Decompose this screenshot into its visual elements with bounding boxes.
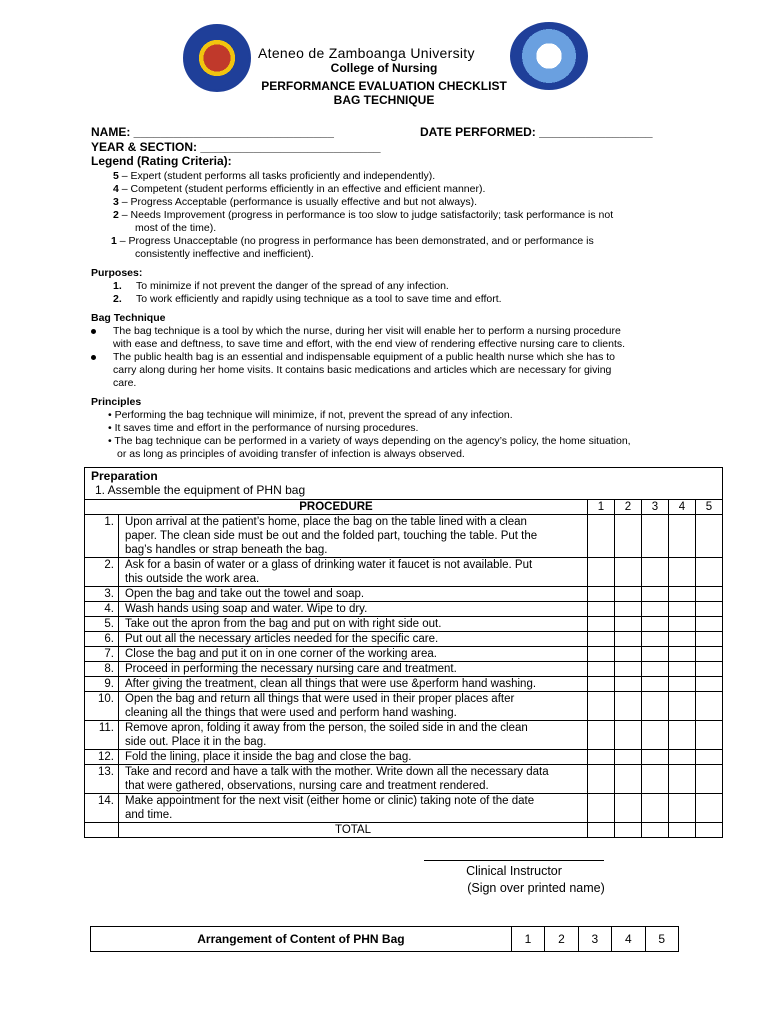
bag-technique-text: carry along during her home visits. It contains basic medications and articles which are necessary for giving bbox=[113, 364, 612, 376]
step-number: 6. bbox=[85, 632, 119, 647]
rating-cell[interactable] bbox=[615, 632, 642, 647]
step-text-line: bag’s handles or strap beneath the bag. bbox=[125, 544, 328, 556]
arrangement-label: Arrangement of Content of PHN Bag bbox=[91, 927, 512, 952]
rating-cell[interactable] bbox=[696, 662, 723, 677]
bag-technique-text: with ease and deftness, to save time and effort, with the end view of rendering effective nursing care to clients. bbox=[113, 338, 626, 350]
total-label: TOTAL bbox=[119, 823, 588, 838]
rating-cell[interactable] bbox=[642, 823, 669, 838]
step-number: 10. bbox=[85, 692, 119, 721]
step-text-line: Make appointment for the next visit (either home or clinic) taking note of the date bbox=[125, 795, 535, 807]
rating-cell[interactable] bbox=[588, 765, 615, 794]
rating-header: 4 bbox=[669, 500, 696, 515]
rating-header[interactable]: 5 bbox=[645, 927, 679, 952]
rating-cell[interactable] bbox=[588, 823, 615, 838]
rating-cell[interactable] bbox=[588, 558, 615, 587]
rating-header[interactable]: 1 bbox=[511, 927, 544, 952]
step-text bbox=[119, 662, 588, 677]
principle-item-continued: or as long as principles of avoiding transfer of infection is always observed. bbox=[117, 448, 465, 460]
rating-cell[interactable] bbox=[615, 721, 642, 750]
rating-cell[interactable] bbox=[669, 558, 696, 587]
step-text bbox=[119, 750, 588, 765]
rating-cell[interactable] bbox=[669, 515, 696, 558]
rating-cell[interactable] bbox=[615, 647, 642, 662]
rating-cell[interactable] bbox=[588, 602, 615, 617]
college-name: College of Nursing bbox=[330, 61, 438, 75]
total-row bbox=[85, 823, 723, 838]
rating-cell[interactable] bbox=[615, 515, 642, 558]
rating-cell[interactable] bbox=[615, 765, 642, 794]
legend-item: 3 – Progress Acceptable (performance is usually effective and but not always). bbox=[113, 196, 478, 208]
procedure-step-row bbox=[85, 750, 723, 765]
rating-cell[interactable] bbox=[642, 587, 669, 602]
rating-cell[interactable] bbox=[615, 558, 642, 587]
rating-cell[interactable] bbox=[615, 794, 642, 823]
signature-role: Clinical Instructor bbox=[466, 864, 562, 878]
rating-cell[interactable] bbox=[588, 515, 615, 558]
rating-cell[interactable] bbox=[615, 662, 642, 677]
rating-cell[interactable] bbox=[669, 823, 696, 838]
rating-header[interactable]: 3 bbox=[578, 927, 611, 952]
rating-cell[interactable] bbox=[588, 677, 615, 692]
step-text bbox=[119, 602, 588, 617]
step-number: 7. bbox=[85, 647, 119, 662]
document-title: PERFORMANCE EVALUATION CHECKLIST bbox=[261, 79, 507, 93]
rating-cell[interactable] bbox=[642, 662, 669, 677]
purposes-title: Purposes: bbox=[91, 267, 143, 279]
step-number: 3. bbox=[85, 587, 119, 602]
step-number: 9. bbox=[85, 677, 119, 692]
rating-header[interactable]: 2 bbox=[545, 927, 578, 952]
step-text-line: this outside the work area. bbox=[125, 573, 260, 585]
rating-header: 5 bbox=[696, 500, 723, 515]
rating-cell[interactable] bbox=[642, 794, 669, 823]
rating-header: 3 bbox=[642, 500, 669, 515]
rating-cell[interactable] bbox=[669, 692, 696, 721]
step-text bbox=[119, 558, 588, 587]
procedure-step-row bbox=[85, 662, 723, 677]
step-number: 2. bbox=[85, 558, 119, 587]
rating-cell[interactable] bbox=[696, 765, 723, 794]
rating-cell[interactable] bbox=[588, 587, 615, 602]
step-text-line: Take and record and have a talk with the mother. Write down all the necessary data bbox=[125, 766, 549, 778]
step-text-line: Take out the apron from the bag and put on with right side out. bbox=[125, 618, 442, 630]
rating-cell[interactable] bbox=[696, 677, 723, 692]
purpose-number: 1. bbox=[113, 280, 122, 292]
step-text-line: and time. bbox=[125, 809, 173, 821]
step-number: 5. bbox=[85, 617, 119, 632]
rating-cell[interactable] bbox=[669, 721, 696, 750]
rating-header: 2 bbox=[615, 500, 642, 515]
step-text bbox=[119, 692, 588, 721]
step-text-line: Open the bag and return all things that were used in their proper places after bbox=[125, 693, 515, 705]
step-number: 8. bbox=[85, 662, 119, 677]
procedure-step-row bbox=[85, 647, 723, 662]
bullet-icon bbox=[91, 329, 96, 334]
step-text bbox=[119, 632, 588, 647]
name-field: NAME: ______________________________ bbox=[91, 125, 334, 139]
bullet-icon bbox=[91, 355, 96, 360]
rating-cell[interactable] bbox=[642, 602, 669, 617]
rating-cell[interactable] bbox=[696, 617, 723, 632]
rating-cell[interactable] bbox=[669, 794, 696, 823]
rating-cell[interactable] bbox=[669, 632, 696, 647]
rating-cell[interactable] bbox=[669, 677, 696, 692]
step-text-line: Fold the lining, place it inside the bag and close the bag. bbox=[125, 751, 412, 763]
rating-cell[interactable] bbox=[588, 692, 615, 721]
step-text-line: Ask for a basin of water or a glass of drinking water it faucet is not available. Put bbox=[125, 559, 533, 571]
step-number: 4. bbox=[85, 602, 119, 617]
step-text-line: Proceed in performing the necessary nursing care and treatment. bbox=[125, 663, 457, 675]
rating-cell[interactable] bbox=[669, 662, 696, 677]
legend-item: 2 – Needs Improvement (progress in performance is too slow to judge satisfactorily; task performance is not bbox=[113, 209, 614, 221]
step-text-line: side out. Place it in the bag. bbox=[125, 736, 267, 748]
rating-cell[interactable] bbox=[696, 647, 723, 662]
document-subtitle: BAG TECHNIQUE bbox=[333, 93, 435, 107]
procedure-header-row bbox=[85, 500, 723, 515]
legend-item-continued: most of the time). bbox=[135, 222, 217, 234]
procedure-step-row bbox=[85, 515, 723, 558]
procedure-step-row bbox=[85, 617, 723, 632]
arrangement-table bbox=[90, 926, 679, 952]
step-number: 13. bbox=[85, 765, 119, 794]
legend-title: Legend (Rating Criteria): bbox=[91, 154, 232, 168]
legend-item: 1 – Progress Unacceptable (no progress in performance has been demonstrated, and or performance is bbox=[111, 235, 594, 247]
rating-cell[interactable] bbox=[588, 662, 615, 677]
rating-cell[interactable] bbox=[615, 602, 642, 617]
procedure-step-row bbox=[85, 794, 723, 823]
bag-technique-text: The public health bag is an essential and indispensable equipment of a public health nurse which she has to bbox=[113, 351, 616, 363]
bag-technique-title: Bag Technique bbox=[91, 312, 166, 324]
rating-cell[interactable] bbox=[642, 632, 669, 647]
step-text-line: After giving the treatment, clean all things that were use &perform hand washing. bbox=[125, 678, 537, 690]
rating-cell[interactable] bbox=[696, 794, 723, 823]
procedure-step-row bbox=[85, 632, 723, 647]
rating-cell[interactable] bbox=[696, 558, 723, 587]
procedure-checklist-table bbox=[84, 467, 723, 838]
rating-cell[interactable] bbox=[696, 602, 723, 617]
rating-cell[interactable] bbox=[669, 587, 696, 602]
rating-cell[interactable] bbox=[588, 750, 615, 765]
rating-cell[interactable] bbox=[669, 750, 696, 765]
rating-cell[interactable] bbox=[642, 617, 669, 632]
step-text-line: Put out all the necessary articles needed for the specific care. bbox=[125, 633, 439, 645]
step-text-line: cleaning all the things that were used and perform hand washing. bbox=[125, 707, 457, 719]
procedure-step-row bbox=[85, 677, 723, 692]
procedure-step-row bbox=[85, 558, 723, 587]
rating-cell[interactable] bbox=[642, 765, 669, 794]
principle-item: • The bag technique can be performed in a variety of ways depending on the agency’s policy, the home situation, bbox=[108, 435, 631, 447]
university-name: Ateneo de Zamboanga University bbox=[258, 45, 475, 61]
purpose-number: 2. bbox=[113, 293, 122, 305]
rating-cell[interactable] bbox=[588, 647, 615, 662]
rating-cell[interactable] bbox=[588, 721, 615, 750]
step-text-line: Open the bag and take out the towel and soap. bbox=[125, 588, 365, 600]
procedure-header: PROCEDURE bbox=[85, 500, 588, 515]
step-text-line: Remove apron, folding it away from the person, the soiled side in and the clean bbox=[125, 722, 528, 734]
legend-item-continued: consistently ineffective and inefficient). bbox=[135, 248, 314, 260]
step-text bbox=[119, 721, 588, 750]
legend-item: 5 – Expert (student performs all tasks proficiently and independently). bbox=[113, 170, 436, 182]
procedure-step-row bbox=[85, 602, 723, 617]
step-text bbox=[119, 647, 588, 662]
step-text-line: Wash hands using soap and water. Wipe to dry. bbox=[125, 603, 368, 615]
step-text bbox=[119, 515, 588, 558]
rating-cell[interactable] bbox=[696, 823, 723, 838]
step-number: 1. bbox=[85, 515, 119, 558]
step-text bbox=[119, 794, 588, 823]
step-text-line: paper. The clean side must be out and the folded part, touching the table. Put the bbox=[125, 530, 538, 542]
preparation-row bbox=[85, 468, 723, 500]
rating-cell[interactable] bbox=[696, 587, 723, 602]
rating-cell[interactable] bbox=[669, 617, 696, 632]
rating-cell[interactable] bbox=[669, 647, 696, 662]
rating-cell[interactable] bbox=[615, 750, 642, 765]
rating-cell[interactable] bbox=[642, 677, 669, 692]
rating-cell[interactable] bbox=[642, 558, 669, 587]
step-text bbox=[119, 617, 588, 632]
step-number: 12. bbox=[85, 750, 119, 765]
procedure-step-row bbox=[85, 765, 723, 794]
step-text bbox=[119, 587, 588, 602]
step-number: 11. bbox=[85, 721, 119, 750]
rating-header[interactable]: 4 bbox=[612, 927, 645, 952]
rating-cell[interactable] bbox=[696, 750, 723, 765]
procedure-step-row bbox=[85, 692, 723, 721]
rating-cell[interactable] bbox=[615, 677, 642, 692]
purpose-text: To minimize if not prevent the danger of the spread of any infection. bbox=[136, 280, 449, 292]
signature-line bbox=[424, 860, 604, 861]
signature-note: (Sign over printed name) bbox=[467, 881, 605, 895]
rating-cell[interactable] bbox=[642, 721, 669, 750]
procedure-step-row bbox=[85, 587, 723, 602]
year-section-field: YEAR & SECTION: ___________________________ bbox=[91, 140, 381, 154]
rating-cell[interactable] bbox=[696, 632, 723, 647]
rating-cell[interactable] bbox=[615, 823, 642, 838]
rating-cell[interactable] bbox=[669, 765, 696, 794]
bag-technique-text: care. bbox=[113, 377, 137, 389]
rating-cell[interactable] bbox=[615, 692, 642, 721]
preparation-item: 1. Assemble the equipment of PHN bag bbox=[95, 483, 306, 497]
rating-cell[interactable] bbox=[588, 617, 615, 632]
principle-item: • Performing the bag technique will minimize, if not, prevent the spread of any infection. bbox=[108, 409, 513, 421]
step-text bbox=[119, 677, 588, 692]
rating-cell[interactable] bbox=[615, 617, 642, 632]
purpose-text: To work efficiently and rapidly using technique as a tool to save time and effort. bbox=[136, 293, 502, 305]
step-number: 14. bbox=[85, 794, 119, 823]
rating-cell[interactable] bbox=[642, 647, 669, 662]
rating-cell[interactable] bbox=[696, 721, 723, 750]
step-text-line: Upon arrival at the patient’s home, place the bag on the table lined with a clean bbox=[125, 516, 527, 528]
principle-item: • It saves time and effort in the performance of nursing procedures. bbox=[108, 422, 419, 434]
principles-title: Principles bbox=[91, 396, 142, 408]
step-text-line: that were gathered, observations, nursing care and treatment rendered. bbox=[125, 780, 489, 792]
rating-cell[interactable] bbox=[696, 692, 723, 721]
rating-header: 1 bbox=[588, 500, 615, 515]
procedure-step-row bbox=[85, 721, 723, 750]
step-text bbox=[119, 765, 588, 794]
rating-cell[interactable] bbox=[615, 587, 642, 602]
preparation-title: Preparation bbox=[91, 469, 158, 483]
date-performed-field: DATE PERFORMED: _________________ bbox=[420, 125, 653, 139]
rating-cell[interactable] bbox=[669, 602, 696, 617]
legend-item: 4 – Competent (student performs efficiently in an effective and efficient manner). bbox=[113, 183, 486, 195]
rating-cell[interactable] bbox=[642, 750, 669, 765]
step-text-line: Close the bag and put it on in one corner of the working area. bbox=[125, 648, 437, 660]
rating-cell[interactable] bbox=[696, 515, 723, 558]
rating-cell[interactable] bbox=[588, 794, 615, 823]
rating-cell[interactable] bbox=[642, 692, 669, 721]
rating-cell[interactable] bbox=[642, 515, 669, 558]
arrangement-row bbox=[91, 927, 679, 952]
bag-technique-text: The bag technique is a tool by which the nurse, during her visit will enable her to perform a nursing procedure bbox=[113, 325, 621, 337]
rating-cell[interactable] bbox=[588, 632, 615, 647]
